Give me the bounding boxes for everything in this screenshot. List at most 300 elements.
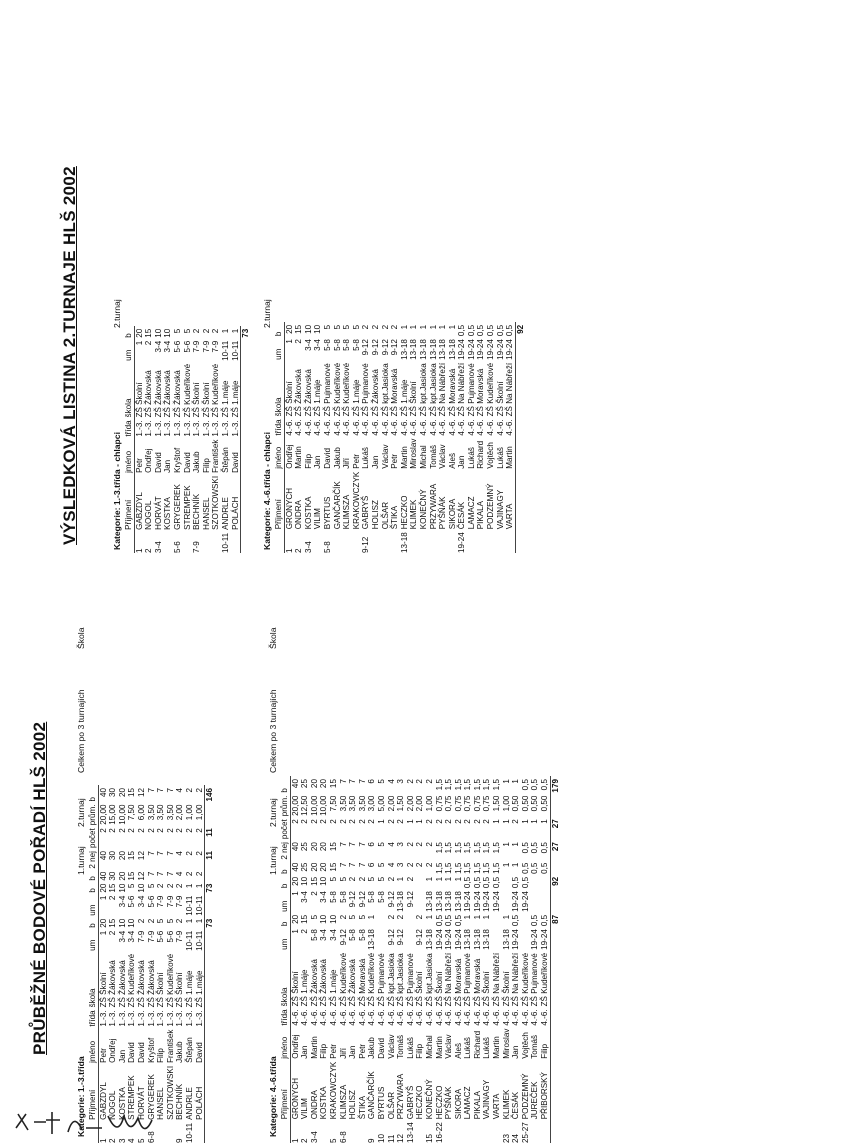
right-cat2-cell: GANČARČÍK — [332, 481, 342, 530]
left-cat1-cell: 4 — [175, 788, 185, 793]
left-cat1-cell: 1 — [194, 918, 204, 924]
left-cat2-cell: Martin — [492, 1036, 502, 1059]
left-cat2-row — [482, 776, 492, 1143]
left-cat1-cell: POLÁCH — [194, 1086, 204, 1120]
left-cat2-cell: 1,5 — [492, 842, 502, 854]
left-cat2-cell: 3-4 — [300, 891, 310, 903]
right-cat2-sum-cell — [515, 469, 525, 530]
left-cat2-cell: HOLISZ — [348, 1090, 358, 1120]
left-cat2-cell: ZŠ Na Nábřeží — [492, 952, 502, 1007]
left-cat2-cell: 0,5 — [434, 914, 444, 927]
left-cat2-cell: 2 — [405, 862, 415, 868]
right-cat2-cell: 4.-6. — [418, 419, 428, 436]
left-cat1-cell: 4 — [175, 871, 185, 877]
left-cat2-cell: JUREČEK — [530, 1081, 540, 1120]
right-cat2-cell: ZŠ Moravská — [447, 368, 457, 417]
left-cat1-cell: 4 — [175, 851, 185, 856]
left-cat1-cell: HORVÁT — [136, 1086, 146, 1120]
right-cat2-cell: 1 — [418, 324, 428, 330]
left-cat2-cell: 15 — [328, 862, 338, 872]
left-cat2-cell: 6-8 — [338, 1131, 348, 1143]
left-cat1-cell: 7 — [146, 871, 156, 877]
right-cat2-cell: ZŠ Žákovská — [370, 369, 380, 417]
left-cat2-cell: Petr — [357, 1043, 367, 1059]
right-cat2-cell: Petr — [351, 453, 361, 469]
left-cat2-cell: ZŠ Moravská — [357, 958, 367, 1007]
right-cat2-cell: ZŠ Kudeříkové — [332, 362, 342, 417]
left-cat2-cell: ZŠ Kudeříkové — [367, 952, 377, 1007]
left-cat1-cell: 5 — [156, 918, 166, 924]
left-cat1-cell: 30 — [108, 871, 118, 881]
left-cat2-cell: GRONYCH — [290, 1077, 300, 1120]
left-cat2-row — [319, 776, 329, 1143]
left-cat1-cell: 5-6 — [146, 895, 156, 908]
right-cat2-cell: 5-8 — [322, 339, 332, 351]
left-cat2-cell: ZŠ 1.máje — [300, 969, 310, 1007]
left-cat2-cell: 1 — [501, 842, 511, 847]
left-cat2-cell: 1 — [376, 819, 386, 824]
left-cat2-cell — [377, 912, 387, 926]
left-cat2-cell — [415, 874, 425, 888]
left-cat2-col-header: b — [280, 776, 290, 793]
left-cat1-cell: 3,50 — [165, 804, 175, 821]
right-cat1-cell: 1 — [230, 328, 240, 334]
left-cat2-col-header: škola — [280, 950, 290, 1007]
left-cat2-cell: Filip — [540, 1043, 550, 1059]
left-cat1-cell: 1.-3. — [156, 1010, 166, 1027]
right-cat2-cell — [342, 529, 352, 553]
left-cat2-cell: ZŠ kpt.Jasioka — [386, 953, 396, 1007]
left-cat2-cell: 5 — [328, 876, 338, 882]
left-cat2-cell: 0,75 — [463, 795, 473, 812]
left-cat2-cell: ZŠ Moravská — [453, 958, 463, 1007]
left-cat2-row — [358, 776, 368, 1143]
left-cat1-cell: 6-8 — [146, 1131, 156, 1143]
left-cat2-cell — [473, 1119, 483, 1143]
left-cat2-cell: 9-12 — [348, 891, 358, 908]
left-cat2-row — [300, 776, 310, 1143]
left-cat2-cell: 0,5 — [453, 914, 463, 927]
left-cat1-cell: ZŠ Kudeříkové — [127, 953, 137, 1008]
left-cat2-cell — [358, 1119, 368, 1143]
left-cat1-cell: 2 — [108, 895, 118, 901]
left-cat2-cell: 13-18 — [424, 891, 434, 912]
left-cat2-h-t1: 1.turnaj — [268, 846, 278, 875]
left-cat2-cell: 0,50 — [520, 795, 530, 812]
right-cat2-col-header: jméno — [274, 436, 284, 469]
right-cat2-cell: BYRTUS — [322, 496, 332, 530]
left-cat2-cell: 3-4 — [319, 891, 329, 903]
left-cat2-cell: Jakub — [367, 1037, 377, 1059]
left-cat2-cell: 1,5 — [444, 842, 454, 854]
right-cat2-cell: ZŠ Žákovská — [294, 369, 304, 417]
left-cat2-cell: 24 — [511, 1133, 521, 1143]
left-cat1-cell: 2 — [175, 918, 185, 924]
left-cat2-cell: 0,5 — [530, 862, 540, 874]
left-cat1-cell: ZŠ Kudeříkové — [165, 953, 175, 1008]
right-cat1-cell: 1.-3. — [172, 420, 182, 437]
left-cat2-cell: 4.-6. — [376, 1009, 386, 1026]
right-cat1-cell: David — [230, 452, 240, 473]
left-cat2-cell: 4.-6. — [472, 1009, 482, 1026]
left-cat2-cell: Václav — [444, 1034, 454, 1059]
left-cat2-cell: 7,50 — [328, 795, 338, 812]
left-cat2-cell: 1,5 — [472, 862, 482, 874]
left-cat2-cell: 5 — [309, 914, 319, 920]
left-cat2-cell: 25 — [300, 862, 310, 872]
left-cat1-cell: 2 — [156, 828, 166, 833]
left-cat1-row — [195, 785, 205, 1143]
left-cat2-cell: 4 — [386, 862, 396, 868]
left-cat2-cell: 9-12 — [405, 891, 415, 908]
right-cat2-row — [496, 322, 506, 553]
right-cat2-cell: 20 — [284, 324, 294, 334]
left-cat2-cell: Martin — [309, 1036, 319, 1059]
right-cat1-cell: GRYGEREK — [172, 484, 182, 530]
left-cat1-cell: 7 — [156, 851, 166, 856]
right-cat2-cell: 4.-6. — [495, 419, 505, 436]
right-cat2-cell: Vojtěch — [486, 442, 496, 469]
left-cat2-cell: 2 — [290, 819, 300, 824]
right-cat2-cell: Martin — [294, 446, 304, 469]
left-cat2-sum-cell: 27 — [550, 816, 560, 839]
left-cat2-cell: 1,00 — [424, 795, 434, 812]
right-cat1-cell: Petr — [134, 458, 144, 473]
left-cat2-cell: Richard — [472, 1030, 482, 1059]
left-cat2-sum-cell: 179 — [550, 776, 560, 793]
right-cat2-cell: Jan — [313, 455, 323, 469]
left-cat1-sum-cell: 73 — [205, 916, 215, 928]
right-cat2-cell: ZŠ Na Nábřeží — [457, 362, 467, 417]
right-cat2-cell: 1 — [409, 324, 419, 330]
left-cat2-cell: 3,50 — [348, 795, 358, 812]
left-cat2-cell: 15 — [424, 1133, 434, 1143]
left-cat1-cell: ZŠ Školní — [98, 972, 108, 1008]
left-cat2-cell: 1 — [501, 862, 511, 868]
right-cat1-col-header: Příjmení — [124, 473, 134, 530]
left-cat2-cell: 4.-6. — [424, 1009, 434, 1026]
right-cat2-row — [284, 322, 294, 553]
right-cat2-cell: ZŠ Školní — [284, 381, 294, 417]
left-cat1-cell: 2 — [108, 828, 118, 833]
left-cat2-cell: 13-18 — [501, 929, 511, 950]
left-cat1-cell: 20 — [117, 788, 127, 798]
left-cat1-cell: 2 — [184, 851, 194, 856]
right-cat2-cell: LAMACZ — [466, 496, 476, 530]
left-cat2-cell: 1 — [520, 819, 530, 824]
left-cat2-cell: 1 — [444, 876, 454, 882]
right-cat2-cell: KONEČNÝ — [418, 489, 428, 530]
left-cat2-cell — [444, 1119, 454, 1143]
right-cat1-col-header: um — [124, 338, 134, 361]
right-cat1-cell: David — [153, 452, 163, 473]
left-cat2-cell: 2 — [444, 819, 454, 824]
left-cat2-cell: 5 — [338, 876, 348, 882]
right-cat2-cell: ZŠ Moravská — [476, 368, 486, 417]
left-cat1-cell: 1 — [98, 930, 108, 936]
left-cat2-cell: 20 — [319, 842, 329, 852]
right-cat2-cell: ZŠ 1.máje — [351, 379, 361, 417]
left-cat2-cell: 4.-6. — [300, 1009, 310, 1026]
right-cat1-label — [112, 299, 122, 550]
left-cat2-cell: 13-18 — [367, 929, 377, 950]
right-cat2-col-header: b — [274, 322, 284, 336]
left-cat2-cell: 2 — [405, 779, 415, 784]
left-cat2-cell: 0,5 — [530, 779, 540, 791]
right-cat2-cell: 5 — [332, 324, 342, 330]
right-cat1-cell: ZŠ 1.máje — [230, 380, 240, 418]
right-cat2-cell: 4.-6. — [284, 419, 294, 436]
left-cat1-cell: ZŠ 1.máje — [184, 970, 194, 1008]
right-cat2-cell: ZŠ Žákovská — [303, 369, 313, 417]
left-cat2-cell: David — [376, 1038, 386, 1059]
left-cat2-sum-cell — [550, 860, 560, 874]
right-cat1-cell: ZŠ Školní — [192, 382, 202, 418]
left-cat2-cell: ZŠ Na Nábřeží — [511, 952, 521, 1007]
right-cat2-row — [313, 322, 323, 553]
left-cat1-cell: 20 — [117, 851, 127, 861]
left-cat2-cell: 19-24 — [540, 929, 550, 950]
right-cat2-cell: 2 — [380, 324, 390, 330]
left-cat2-cell: 19-24 — [511, 929, 521, 950]
left-cat2-cell: 5-8 — [357, 929, 367, 941]
left-cat2-cell: 0,5 — [444, 914, 454, 927]
left-cat1-cell: 1.-3. — [146, 1010, 156, 1027]
left-cat2-col-header: b — [280, 912, 290, 926]
left-cat1-cell: 15 — [127, 871, 137, 881]
right-cat2-cell: 2 — [370, 324, 380, 330]
left-cat2-cell: 2 — [357, 819, 367, 824]
left-cat2-cell — [348, 1119, 358, 1143]
left-cat2-cell: 2 — [511, 819, 521, 824]
right-cat2-cell: Václav — [380, 444, 390, 469]
right-cat2-cell: ZŠ Pujmanové — [322, 363, 332, 417]
left-cat1-col-header: 2 nej — [88, 848, 98, 869]
right-cat2-cell: VARTA — [505, 503, 515, 530]
right-cat2-cell: ZŠ 1.máje — [313, 379, 323, 417]
left-cat2-row — [530, 776, 540, 1143]
left-cat2-cell: 4.-6. — [396, 1009, 406, 1026]
right-cat2-cell: 4.-6. — [322, 419, 332, 436]
left-cat2-cell: 4 — [386, 779, 396, 784]
left-cat2-cell: KLIMSZA — [338, 1084, 348, 1120]
left-cat2-cell: Ondřej — [290, 1034, 300, 1059]
left-cat2-cell: Vojtěch — [520, 1032, 530, 1059]
right-cat1-cell: 5-6 — [172, 541, 182, 553]
left-cat2-cell: 5 — [367, 876, 377, 882]
left-cat1-cell: David — [194, 1042, 204, 1063]
right-cat2-cell: Petr — [390, 453, 400, 469]
left-cat2-cell: ZŠ Školní — [482, 971, 492, 1007]
right-cat1-cell: 1.-3. — [134, 420, 144, 437]
right-cat1-sum-row — [241, 326, 251, 553]
right-cat1-row — [231, 326, 241, 553]
left-cat1-cell: ZŠ Žákovská — [117, 960, 127, 1008]
left-cat2-cell: ZŠ 1.máje — [328, 969, 338, 1007]
left-cat2-cell: 10 — [376, 1133, 386, 1143]
right-cat2-cell: KLIMEK — [409, 499, 419, 530]
left-cat2-cell: 2 — [405, 876, 415, 882]
right-cat2-cell: 19-24 — [476, 339, 486, 360]
left-cat1-cell: ZŠ Školní — [156, 972, 166, 1008]
left-cat2-cell: 13-18 — [482, 929, 492, 950]
right-cat1-row — [163, 326, 173, 553]
left-cat2-cell: 4.-6. — [328, 1009, 338, 1026]
right-cat1-col-header: jméno — [124, 437, 134, 473]
right-cat2-label-text: Kategorie: 4.-6.třída - chlapci — [262, 432, 272, 550]
left-cat2-cell: 1 — [415, 819, 425, 824]
left-cat1-cell: 1 — [98, 895, 108, 901]
left-cat2-cell: 1,5 — [492, 779, 502, 791]
left-cat2-cell: 2 — [328, 819, 338, 824]
left-cat2-cell: 0,75 — [482, 795, 492, 812]
left-cat2-cell: 15 — [328, 842, 338, 852]
right-cat2-row — [361, 322, 371, 553]
right-cat1-cell: 10-11 — [230, 340, 240, 361]
left-cat2-cell: PODZEMNÝ — [520, 1073, 530, 1120]
left-cat2-cell: 20 — [309, 842, 319, 852]
left-cat1-col-header: škola — [88, 951, 98, 1008]
right-cat2-cell — [438, 529, 448, 553]
left-cat2-cell: 3 — [396, 779, 406, 784]
left-cat2-cell: 1 — [472, 914, 482, 920]
left-cat2-cell: Filip — [415, 1043, 425, 1059]
left-cat2-cell: 0,5 — [530, 914, 540, 927]
left-cat2-cell: 3-4 — [309, 1131, 319, 1143]
left-cat2-cell: 1 — [290, 929, 300, 934]
left-cat2-cell: HECZKO — [434, 1085, 444, 1120]
right-cat1-cell: SZOTKOWSKI — [211, 475, 221, 530]
right-cat1-cell: 5 — [172, 328, 182, 334]
right-cat1-sum-cell — [241, 473, 251, 530]
right-cat2-row — [390, 322, 400, 553]
right-cat2-row — [409, 322, 419, 553]
right-cat2-cell: 4.-6. — [303, 419, 313, 436]
right-cat2-cell: ONDRA — [294, 500, 304, 530]
left-cat2-cell: ZŠ Pujmanové — [530, 953, 540, 1007]
right-cat2-cell: ZŠ Pujmanové — [361, 363, 371, 417]
right-cat2-cell: 19-24 — [466, 339, 476, 360]
left-cat2-cell: 0,75 — [472, 795, 482, 812]
left-cat2-cell: 1,5 — [434, 862, 444, 874]
right-cat1-cell: 7-9 — [192, 340, 202, 353]
left-cat1-cell: 12 — [136, 871, 146, 881]
left-cat2-cell: ZŠ Školní — [501, 971, 511, 1007]
right-cat2-cell: PIKALA — [476, 500, 486, 530]
left-cat1-cell: 2 — [175, 883, 185, 889]
left-cat2-cell: ZŠ Žákovská — [348, 959, 358, 1007]
right-cat1-cell: 2 — [211, 328, 221, 334]
left-cat2-cell: 9-12 — [386, 891, 396, 908]
left-cat2-cell: KRAKOWCZYK — [328, 1061, 338, 1120]
right-cat2-cell: OLŠAR — [380, 501, 390, 530]
left-cat2-cell: 0,50 — [540, 795, 550, 812]
left-cat1-row — [118, 785, 128, 1143]
right-cat1-cell — [163, 530, 173, 553]
left-cat2-cell: 7 — [348, 862, 358, 868]
right-cat2-cell: 19-24 — [457, 532, 467, 553]
right-cat1-row — [192, 326, 202, 553]
left-cat1-cell: 2 — [165, 828, 175, 833]
left-cat2-cell: 3,00 — [367, 795, 377, 812]
left-cat2-cell: 1 — [511, 862, 521, 868]
right-cat1-cell: 5-6 — [172, 340, 182, 353]
left-cat2-cell: 1,5 — [453, 842, 463, 854]
left-cat2-cell: 20 — [309, 779, 319, 789]
left-cat2-cell — [319, 1119, 329, 1143]
left-cat2-cell: SIKORA — [453, 1088, 463, 1120]
left-cat2-cell: ZŠ Školní — [434, 971, 444, 1007]
left-cat2-cell: 2 — [463, 819, 473, 824]
right-cat2-row — [333, 322, 343, 553]
left-cat2-cell: 2 — [386, 819, 396, 824]
right-cat2-col-header: Příjmení — [274, 469, 284, 530]
left-cat2-cell: 2 — [300, 819, 310, 824]
left-cat2-cell — [521, 926, 531, 950]
left-cat2-cell: ZŠ kpt.Jasioka — [396, 953, 406, 1007]
right-cat1-cell: ZŠ Školní — [201, 382, 211, 418]
right-cat1-cell — [211, 530, 221, 553]
right-cat2-cell: 3-4 — [313, 339, 323, 351]
right-cat2-cell: 10 — [313, 324, 323, 334]
left-cat1-col-header: um — [88, 928, 98, 951]
left-cat1-row — [175, 785, 185, 1143]
right-cat2-cell: 13-18 — [399, 339, 409, 360]
right-cat1-cell: 2 — [201, 328, 211, 334]
left-cat2-cell: 10 — [300, 876, 310, 886]
left-cat2-sum-cell — [550, 926, 560, 950]
left-cat2-cell: 1 — [367, 914, 377, 920]
left-cat2-cell: 1 — [290, 1138, 300, 1143]
left-cat2-cell: Miroslav — [501, 1028, 511, 1059]
left-cat1-cell: KOSTKA — [117, 1087, 127, 1120]
left-cat1-cell: 5-6 — [165, 930, 175, 943]
left-cat2-cell: 2 — [415, 914, 425, 920]
left-cat2-cell: 2 — [386, 914, 396, 920]
right-cat1-cell: Jan — [163, 459, 173, 473]
right-cat2-label — [262, 299, 272, 550]
left-cat2-cell — [415, 1119, 425, 1143]
left-cat1-cell: 1.-3. — [98, 1010, 108, 1027]
left-cat2-cell: 4.-6. — [338, 1009, 348, 1026]
right-cat2-col-header: třída — [274, 416, 284, 435]
left-cat1-cell: 1 — [184, 918, 194, 924]
right-cat2-cell: VILIM — [313, 508, 323, 530]
left-cat2-sum-cell — [550, 950, 560, 1007]
left-cat1-col-header: třída — [88, 1007, 98, 1026]
right-cat2-cell: 4.-6. — [351, 419, 361, 436]
left-cat2-cell: 4.-6. — [309, 1009, 319, 1026]
right-cat1-cell: ZŠ Žákovská — [153, 370, 163, 418]
left-cat1-cell: 1.-3. — [108, 1010, 118, 1027]
left-cat2-cell: 5 — [376, 876, 386, 882]
left-cat1-sum-cell — [205, 1007, 215, 1026]
right-cat2-cell: Jan — [457, 455, 467, 469]
left-cat1-cell: Jakub — [175, 1041, 185, 1063]
right-cat2-cell: ZŠ Moravská — [390, 368, 400, 417]
left-cat1-cell: Ondřej — [108, 1038, 118, 1063]
left-cat1-cell: 20 — [117, 871, 127, 881]
right-cat2-col-rank — [274, 529, 284, 553]
left-cat1-col-header: um — [88, 893, 98, 916]
left-cat2-cell: 4.-6. — [492, 1009, 502, 1026]
left-cat2-cell: 2 — [319, 819, 329, 824]
right-cat2-cell — [352, 529, 362, 553]
right-cat2-cell — [505, 529, 515, 553]
left-cat2-cell — [406, 926, 416, 950]
left-cat2-cell — [530, 888, 540, 912]
right-cat1-row — [183, 326, 193, 553]
